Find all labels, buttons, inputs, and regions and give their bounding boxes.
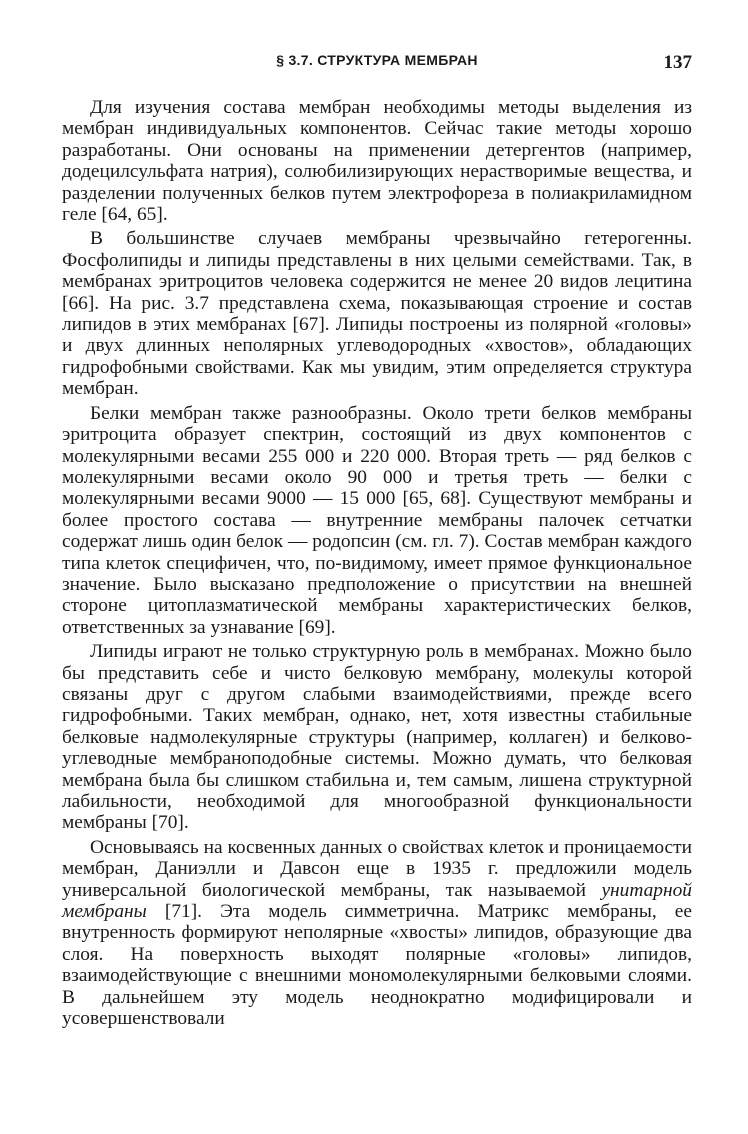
paragraph-2: В большинстве случаев мембраны чрезвычайно гетерогенны. Фосфолипиды и липиды представлены в них целыми семействами. Так, в мембранах эритроцитов человека содержится не менее 20 видов лецитина [66]. На рис. 3.7 представлена схема, показывающая строение и состав липидов в этих мембранах [67]. Липиды построены из полярной «головы» и двух длинных неполярных углеводородных «хвостов», обладающих гидрофобными свойствами. Как мы увидим, этим определяется структура мембран. <box>62 228 692 400</box>
section-title: § 3.7. СТРУКТУРА МЕМБРАН <box>276 52 478 68</box>
page-number: 137 <box>663 52 692 73</box>
paragraph-4: Липиды играют не только структурную роль в мембранах. Можно было бы представить себе и чисто белковую мембрану, молекулы которой связаны друг с другом слабыми взаимодействиями, прежде всего гидрофобными. Таких мембран, однако, нет, хотя известны стабильные белковые надмолекулярные структуры (например, коллаген) и белково-углеводные мембраноподобные системы. Можно думать, что белковая мембрана была бы слишком стабильна и, тем самым, лишена структурной лабильности, необходимой для многообразной функциональности мембраны [70]. <box>62 641 692 834</box>
running-header <box>62 52 692 76</box>
paragraph-5-end: [71]. Эта модель симметрична. Матрикс мембраны, ее внутренность формируют неполярные «хвосты» липидов, образующие два слоя. На поверхность выходят полярные «головы» липидов, взаимодействующие с внешними мономолекулярными белковыми слоями. В дальнейшем эту модель неоднократно модифицировали и усовершенствовали <box>62 901 692 1030</box>
paragraph-1: Для изучения состава мембран необходимы методы выделения из мембран индивидуальных компонентов. Сейчас такие методы хорошо разработаны. Они основаны на применении детергентов (например, додецилсульфата натрия), солюбилизирующих нерастворимые вещества, и разделении полученных белков путем электрофореза в полиакриламидном геле [64, 65]. <box>62 97 692 226</box>
paragraph-3: Белки мембран также разнообразны. Около трети белков мембраны эритроцита образует спектрин, состоящий из двух компонентов с молекулярными весами 255 000 и 220 000. Вторая треть — ряд белков с молекулярными весами около 90 000 и третья треть — белки с молекулярными весами 9000 — 15 000 [65, 68]. Существуют мембраны и более простого состава — внутренние мембраны палочек сетчатки содержат лишь один белок — родопсин (см. гл. 7). Состав мембран каждого типа клеток специфичен, что, по-видимому, имеет прямое функциональное значение. Было высказано предположение о присутствии на внешней стороне цитоплазматической мембраны характеристических белков, ответственных за узнавание [69]. <box>62 402 692 638</box>
body-text <box>62 97 692 1032</box>
paragraph-5 <box>62 837 692 1030</box>
paragraph-5-start: Основываясь на косвенных данных о свойствах клеток и проницаемости мембран, Даниэлли и Давсон еще в 1935 г. предложили модель универсальной биологической мембраны, так называемой <box>62 836 692 901</box>
term-unit-membrane: унитарной мембраны <box>62 879 692 923</box>
